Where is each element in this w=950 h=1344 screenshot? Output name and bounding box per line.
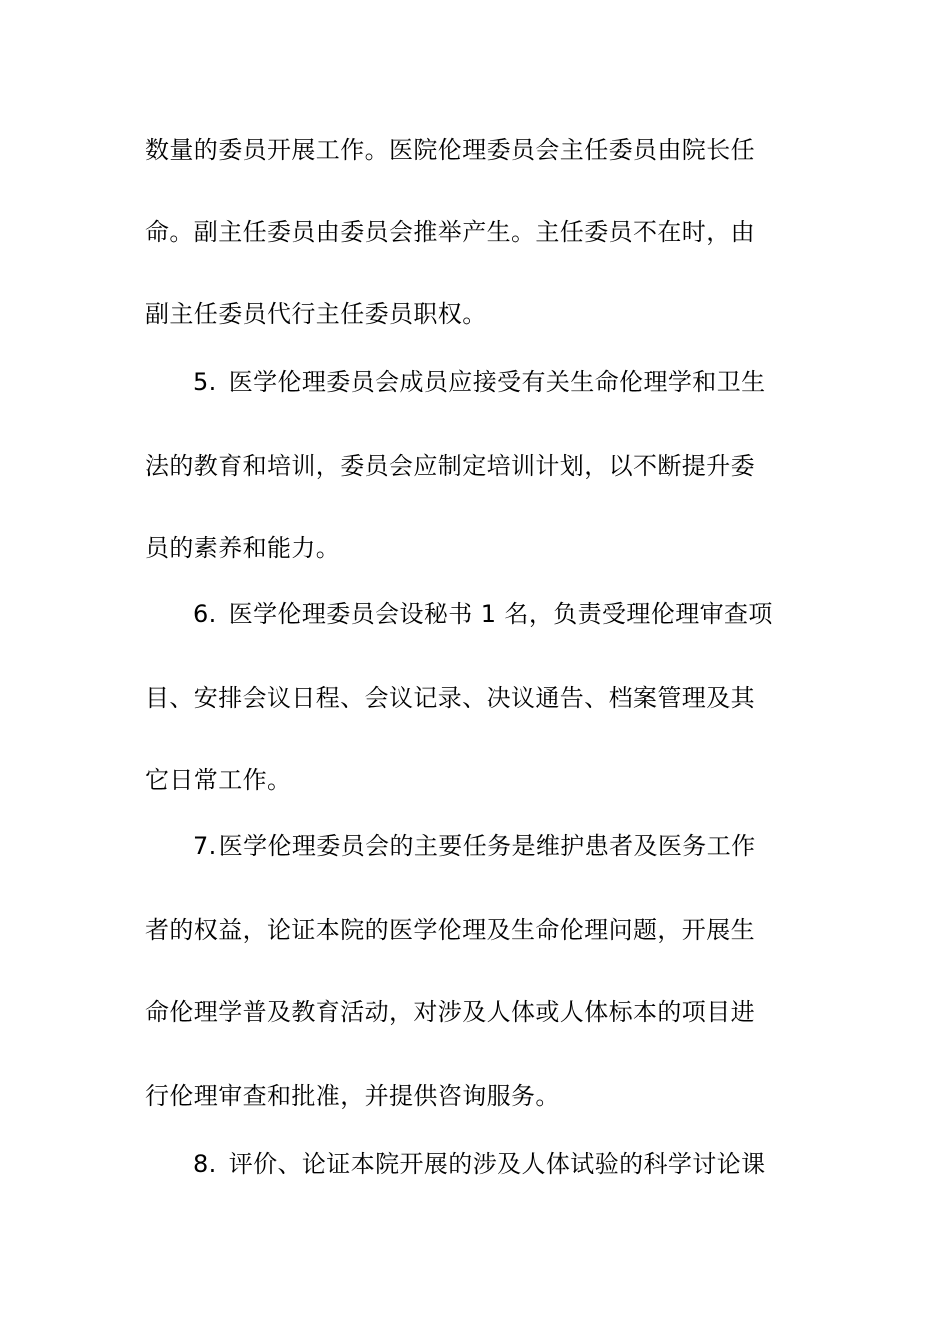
text-line: 行伦理审查和批准，并提供咨询服务。 [145, 1082, 560, 1110]
item-number: 6. [193, 600, 217, 628]
text-line: 医学伦理委员会的主要任务是维护患者及医务工作 [218, 832, 756, 860]
text-line: 评价、论证本院开展的涉及人体试验的科学讨论课 [228, 1150, 766, 1178]
item-number: 7. [193, 832, 217, 860]
text-line: 目、安排会议日程、会议记录、决议通告、档案管理及其 [145, 684, 755, 712]
list-item-8 [193, 1147, 809, 1181]
item-number: 8. [193, 1150, 217, 1178]
text-line: 副主任委员代行主任委员职权。 [145, 300, 487, 328]
item-number: 5. [193, 368, 217, 396]
text-line: 数量的委员开展工作。医院伦理委员会主任委员由院长任 [145, 136, 755, 164]
text-line: 员的素养和能力。 [145, 534, 341, 562]
text-line: 法的教育和培训，委员会应制定培训计划，以不断提升委 [145, 452, 755, 480]
list-item-6 [193, 597, 809, 631]
list-item-7 [193, 829, 809, 863]
text-line: 命伦理学普及教育活动，对涉及人体或人体标本的项目进 [145, 998, 755, 1026]
text-line: 者的权益，论证本院的医学伦理及生命伦理问题，开展生 [145, 916, 755, 944]
list-item-5 [193, 365, 809, 399]
text-line: 命。副主任委员由委员会推举产生。主任委员不在时，由 [145, 218, 755, 246]
text-line: 医学伦理委员会成员应接受有关生命伦理学和卫生 [228, 368, 766, 396]
text-line: 它日常工作。 [145, 766, 292, 794]
text-line: 医学伦理委员会设秘书 1 名，负责受理伦理审查项 [228, 600, 773, 628]
